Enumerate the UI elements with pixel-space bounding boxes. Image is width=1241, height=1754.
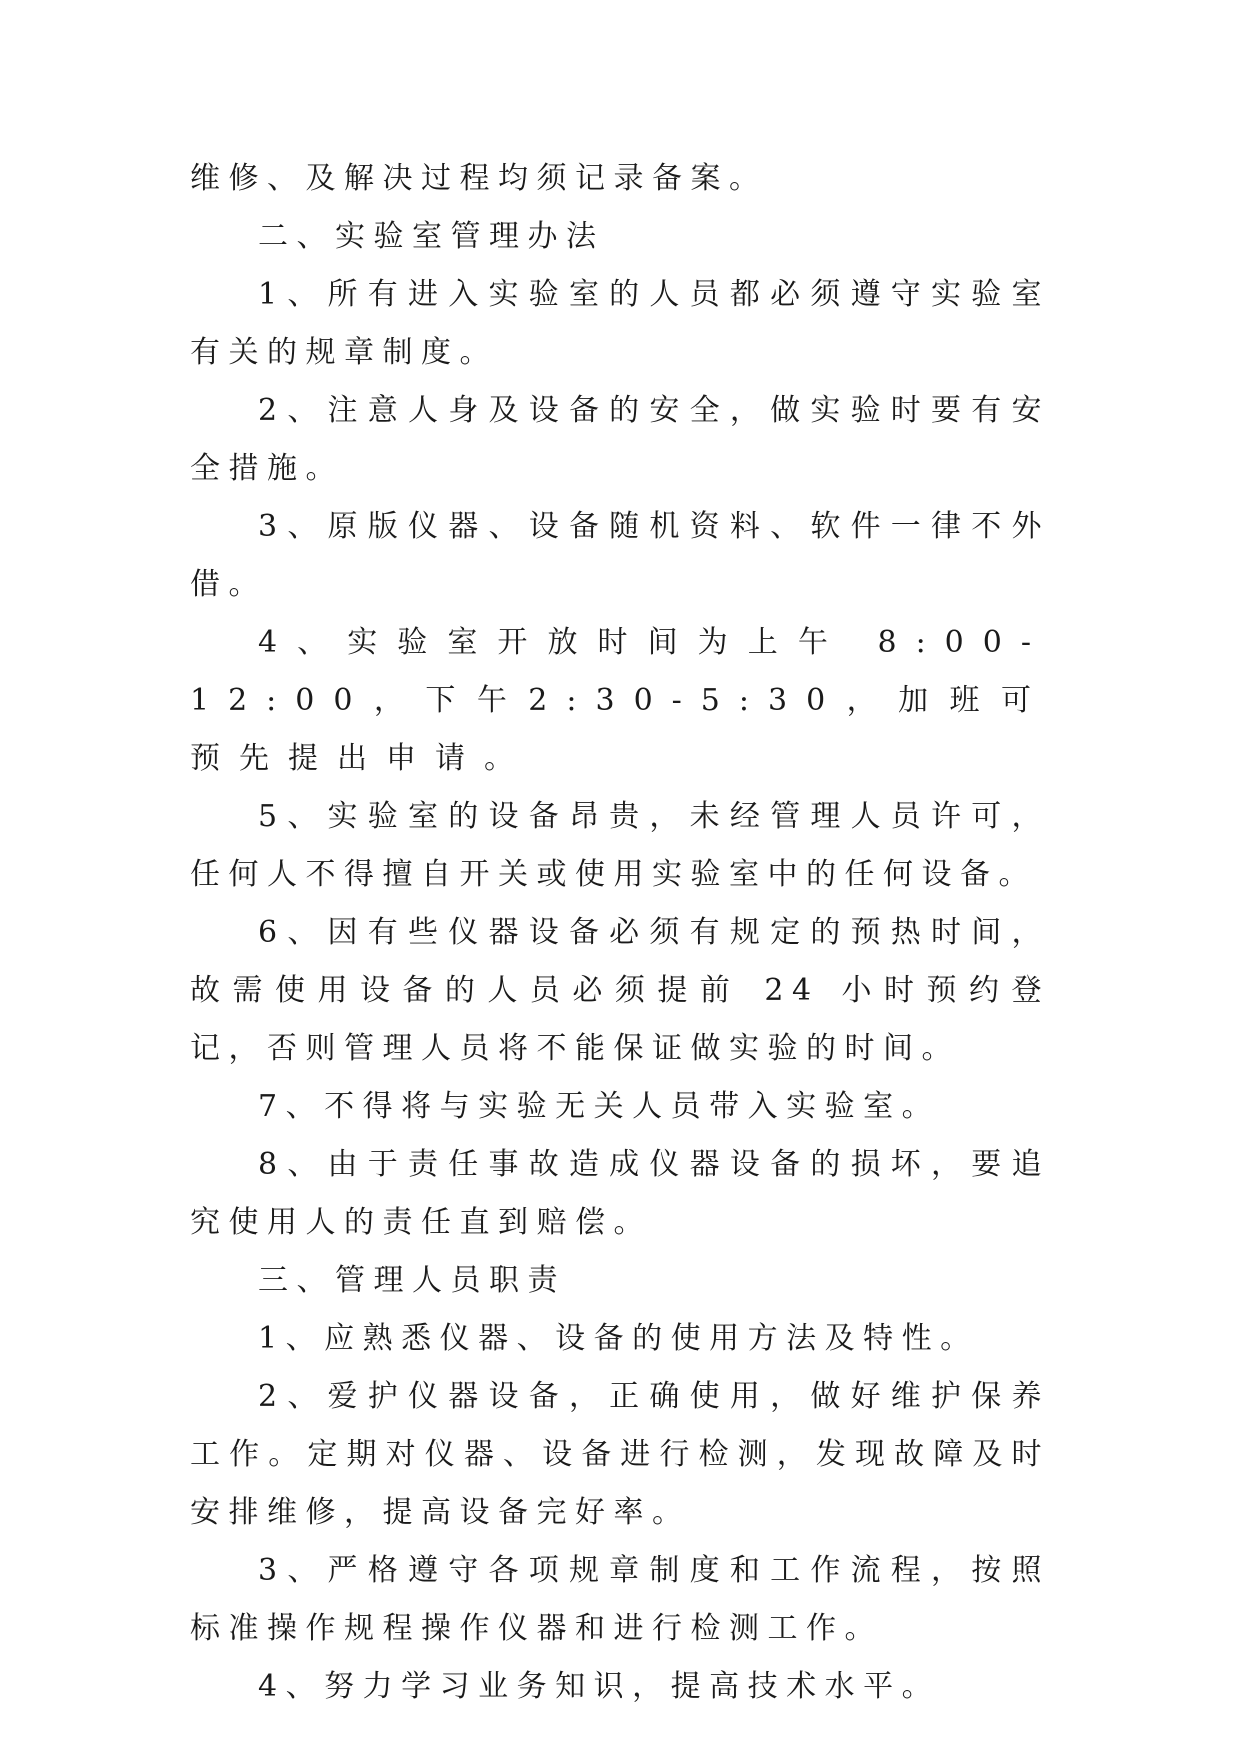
section-heading-staff-duties: 三、管理人员职责 [258, 1263, 566, 1298]
rule-item-4: 4、实验室开放时间为上午 8:00-12:00，下午2:30-5:30，加班可预先提出申请。 [190, 625, 1050, 776]
duty-item-2: 2、爱护仪器设备，正确使用，做好维护保养工作。定期对仪器、设备进行检测，发现故障及时安排维修，提高设备完好率。 [190, 1379, 1050, 1530]
rule-item-8: 8、由于责任事故造成仪器设备的损坏，要追究使用人的责任直到赔偿。 [190, 1147, 1050, 1240]
section-heading-lab-management: 二、实验室管理办法 [258, 219, 605, 254]
rule-item-3: 3、原版仪器、设备随机资料、软件一律不外借。 [190, 509, 1050, 602]
duty-item-4: 4、努力学习业务知识，提高技术水平。 [258, 1669, 941, 1704]
paragraph-continuation: 维修、及解决过程均须记录备案。 [190, 161, 768, 196]
rule-item-6: 6、因有些仪器设备必须有规定的预热时间，故需使用设备的人员必须提前 24 小时预约登记，否则管理人员将不能保证做实验的时间。 [190, 915, 1050, 1066]
duty-item-3: 3、严格遵守各项规章制度和工作流程，按照标准操作规程操作仪器和进行检测工作。 [190, 1553, 1050, 1646]
rule-item-5: 5、实验室的设备昂贵，未经管理人员许可，任何人不得擅自开关或使用实验室中的任何设备。 [190, 799, 1050, 892]
rule-item-7: 7、不得将与实验无关人员带入实验室。 [258, 1089, 941, 1124]
document-body [190, 150, 1050, 1716]
rule-item-1: 1、所有进入实验室的人员都必须遵守实验室有关的规章制度。 [190, 277, 1050, 370]
rule-item-2: 2、注意人身及设备的安全，做实验时要有安全措施。 [190, 393, 1050, 486]
duty-item-1: 1、应熟悉仪器、设备的使用方法及特性。 [258, 1321, 979, 1356]
